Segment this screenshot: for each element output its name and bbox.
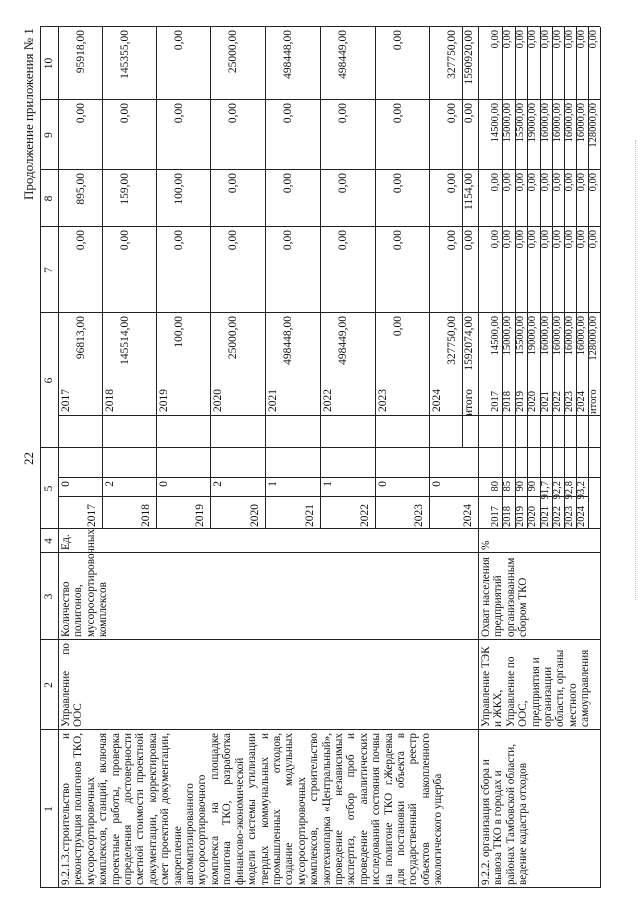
amount-c7: 0,00 bbox=[490, 230, 501, 249]
total-c7-row1: 0,00 bbox=[463, 230, 475, 251]
amount-c9: 14500,00 bbox=[490, 103, 501, 143]
target-year: 2022 bbox=[359, 504, 371, 527]
total-c10-row2: 0,00 bbox=[588, 30, 599, 49]
scan-margin bbox=[629, 140, 636, 600]
total-amount: 16000,00 bbox=[552, 316, 563, 356]
amount-c8: 0,00 bbox=[227, 173, 239, 194]
target-year: 2017 bbox=[86, 504, 98, 527]
row-rule bbox=[40, 27, 41, 888]
amount-c10: 25000,00 bbox=[227, 30, 239, 74]
target-value: 1 bbox=[322, 481, 334, 487]
unit-row1: Ед. bbox=[60, 534, 72, 550]
header-col-6: 6 bbox=[43, 377, 55, 384]
fin-year: 2024 bbox=[431, 389, 443, 412]
target-value: 2 bbox=[212, 481, 224, 487]
fin-year: 2021 bbox=[540, 391, 551, 412]
total-amount: 15000,00 bbox=[502, 316, 513, 356]
amount-c7: 0,00 bbox=[392, 230, 404, 251]
amount-c8: 0,00 bbox=[515, 173, 526, 192]
amount-c9: 15500,00 bbox=[515, 103, 526, 143]
indicator-row1: Количество полигонов, мусоросортировочных комплексов bbox=[60, 528, 110, 637]
target-value: 90 bbox=[515, 481, 526, 492]
row-rule bbox=[375, 27, 376, 529]
amount-c8: 0,00 bbox=[564, 173, 575, 192]
amount-c9: 0,00 bbox=[282, 103, 294, 124]
row-rule bbox=[58, 27, 59, 888]
amount-c10: 0,00 bbox=[490, 30, 501, 49]
amount-c7: 0,00 bbox=[515, 230, 526, 249]
fin-year: 2018 bbox=[104, 389, 116, 412]
row-rule bbox=[265, 27, 266, 529]
target-year: 2023 bbox=[413, 504, 425, 527]
target-year: 2019 bbox=[515, 506, 526, 527]
total-label-row2: итого bbox=[588, 389, 599, 414]
target-year: 2020 bbox=[249, 504, 261, 527]
col-rule bbox=[58, 496, 102, 497]
amount-c10: 327750,00 bbox=[446, 30, 458, 79]
fin-year: 2024 bbox=[576, 391, 587, 412]
amount-c8: 0,00 bbox=[576, 173, 587, 192]
amount-c8: 0,00 bbox=[527, 173, 538, 192]
col-rule bbox=[40, 639, 600, 640]
amount-c9: 16000,00 bbox=[540, 103, 551, 143]
target-value: 92,2 bbox=[552, 481, 563, 500]
amount-c10: 0,00 bbox=[515, 30, 526, 49]
total-amount: 16000,00 bbox=[564, 316, 575, 356]
amount-c8: 0,00 bbox=[446, 173, 458, 194]
amount-c8: 0,00 bbox=[282, 173, 294, 194]
col-rule bbox=[265, 496, 320, 497]
amount-c7: 0,00 bbox=[527, 230, 538, 249]
amount-c9: 0,00 bbox=[75, 103, 87, 124]
target-year: 2022 bbox=[552, 506, 563, 527]
total-amount: 0,00 bbox=[392, 316, 404, 337]
fin-year: 2022 bbox=[322, 389, 334, 412]
amount-c7: 0,00 bbox=[446, 230, 458, 251]
fin-year: 2020 bbox=[527, 391, 538, 412]
target-value: 93,2 bbox=[576, 481, 587, 500]
amount-c10: 0,00 bbox=[502, 30, 513, 49]
target-year: 2023 bbox=[564, 506, 575, 527]
amount-c8: 159,00 bbox=[119, 173, 131, 205]
amount-c7: 0,00 bbox=[337, 230, 349, 251]
col-rule bbox=[102, 496, 156, 497]
fin-year: 2023 bbox=[377, 389, 389, 412]
amount-c7: 0,00 bbox=[540, 230, 551, 249]
amount-c8: 0,00 bbox=[392, 173, 404, 194]
amount-c10: 0,00 bbox=[564, 30, 575, 49]
amount-c7: 0,00 bbox=[564, 230, 575, 249]
total-amount: 15500,00 bbox=[515, 316, 526, 356]
row-rule bbox=[210, 27, 211, 529]
total-amount-row1: 1592074,00 bbox=[463, 316, 475, 371]
total-c9-row2: 128000,00 bbox=[588, 103, 599, 148]
amount-c10: 0,00 bbox=[576, 30, 587, 49]
measure-9-2-2: 9.2.2. организация сбора и вывоза ТКО в городах и районах Тамбовской области, ведение кадастра отходов bbox=[480, 744, 530, 885]
total-amount: 16000,00 bbox=[540, 316, 551, 356]
header-col-3: 3 bbox=[43, 593, 55, 600]
col-rule bbox=[58, 415, 478, 416]
total-c9-row1: 0,00 bbox=[463, 103, 475, 124]
total-amount: 498449,00 bbox=[337, 316, 349, 365]
target-value: 0 bbox=[377, 481, 389, 487]
target-value: 0 bbox=[60, 481, 72, 487]
total-amount: 498448,00 bbox=[282, 316, 294, 365]
target-value: 0 bbox=[158, 481, 170, 487]
amount-c10: 95918,00 bbox=[75, 30, 87, 74]
amount-c9: 0,00 bbox=[173, 103, 185, 124]
target-year: 2020 bbox=[527, 506, 538, 527]
unit-row2: % bbox=[480, 540, 492, 550]
target-year: 2024 bbox=[576, 506, 587, 527]
target-year: 2019 bbox=[194, 504, 206, 527]
amount-c10: 498449,00 bbox=[337, 30, 349, 79]
amount-c7: 0,00 bbox=[502, 230, 513, 249]
amount-c9: 0,00 bbox=[446, 103, 458, 124]
amount-c7: 0,00 bbox=[576, 230, 587, 249]
amount-c8: 0,00 bbox=[540, 173, 551, 192]
total-amount: 19000,00 bbox=[527, 316, 538, 356]
executor-row1: Управление по ООС bbox=[60, 643, 85, 727]
amount-c9: 16000,00 bbox=[576, 103, 587, 143]
amount-c8: 0,00 bbox=[337, 173, 349, 194]
amount-c9: 0,00 bbox=[392, 103, 404, 124]
row-rule bbox=[478, 27, 479, 448]
fin-year: 2020 bbox=[212, 389, 224, 412]
col-rule bbox=[478, 415, 600, 416]
amount-c8: 0,00 bbox=[502, 173, 513, 192]
row-rule bbox=[462, 27, 463, 448]
target-year: 2018 bbox=[140, 504, 152, 527]
col-rule bbox=[320, 496, 375, 497]
total-c8-row1: 1154,00 bbox=[463, 173, 475, 210]
amount-c7: 0,00 bbox=[119, 230, 131, 251]
amount-c9: 16000,00 bbox=[564, 103, 575, 143]
fin-year: 2021 bbox=[267, 389, 279, 412]
amount-c10: 0,00 bbox=[392, 30, 404, 51]
amount-c10: 0,00 bbox=[527, 30, 538, 49]
header-col-1: 1 bbox=[43, 806, 55, 812]
row-rule bbox=[320, 27, 321, 529]
col-rule bbox=[156, 496, 210, 497]
target-value: 80 bbox=[490, 481, 501, 492]
row-rule bbox=[156, 27, 157, 529]
header-col-9: 9 bbox=[43, 132, 55, 138]
executor-row2: Управление ТЭК и ЖКХ, Управление по ООС, предприятия и организации области, органы местного самоуправления bbox=[480, 646, 592, 727]
fin-year: 2022 bbox=[552, 391, 563, 412]
total-amount: 25000,00 bbox=[227, 316, 239, 360]
col-rule bbox=[40, 552, 600, 553]
target-year: 2024 bbox=[462, 504, 474, 527]
col-rule bbox=[40, 887, 600, 888]
col-rule bbox=[429, 496, 478, 497]
row-rule bbox=[600, 27, 601, 888]
target-value: 91,7 bbox=[540, 481, 551, 500]
fin-year: 2018 bbox=[502, 391, 513, 412]
header-col-5: 5 bbox=[43, 485, 55, 492]
header-col-2: 2 bbox=[43, 682, 55, 688]
target-year: 2021 bbox=[540, 506, 551, 527]
total-c7-row2: 0,00 bbox=[588, 230, 599, 249]
amount-c9: 0,00 bbox=[337, 103, 349, 124]
page-number: 22 bbox=[21, 452, 36, 465]
target-year: 2017 bbox=[490, 506, 501, 527]
amount-c8: 0,00 bbox=[552, 173, 563, 192]
target-value: 90 bbox=[527, 481, 538, 492]
amount-c8: 100,00 bbox=[173, 173, 185, 205]
amount-c7: 0,00 bbox=[75, 230, 87, 251]
row-rule bbox=[429, 27, 430, 529]
total-amount: 145514,00 bbox=[119, 316, 131, 365]
amount-c8: 0,00 bbox=[490, 173, 501, 192]
col-rule bbox=[40, 729, 600, 730]
target-value: 1 bbox=[267, 481, 279, 487]
amount-c10: 0,00 bbox=[552, 30, 563, 49]
rotated-page bbox=[18, 15, 618, 890]
target-value: 0 bbox=[431, 481, 443, 487]
appendix-continuation: Продолжение приложения № 1 bbox=[21, 28, 36, 200]
amount-c9: 19000,00 bbox=[527, 103, 538, 143]
fin-year: 2017 bbox=[490, 391, 501, 412]
total-amount-row2: 128000,00 bbox=[588, 316, 599, 361]
total-amount: 16000,00 bbox=[576, 316, 587, 356]
indicator-row2: Охват населения предприятий организованным сбором ТКО bbox=[480, 557, 530, 637]
amount-c8: 895,00 bbox=[75, 173, 87, 205]
measure-9-2-1-3: 9.2.1.3.строительство и реконструкция полигонов ТКО, мусоросортировочных комплексов, станций, включая проектные работы, проверка определения достоверности сметной стоимости проектной документации, корректировка смет проектной документации, закрепление автоматизированного мусоросортировочного комплекса на площадке полигона ТКО, разработка финансово-экономической модели системы утилизации твердых коммунальных и промышленных отходов, создание модульных мусоросортировочных комплексов, строительство экотехнопарка «Центральный», проведение независимых экспертиз, отбор проб и проведение аналитических исследований состояния почвы на полигоне ТКО г.Жердевка для постановки объекта в государственный реестр объектов накопленного экологического ущерба bbox=[60, 733, 445, 885]
amount-c7: 0,00 bbox=[282, 230, 294, 251]
total-label-row1: итого bbox=[463, 389, 475, 416]
fin-year: 2017 bbox=[60, 389, 72, 412]
total-amount: 96813,00 bbox=[75, 316, 87, 360]
col-rule bbox=[58, 477, 600, 478]
amount-c7: 0,00 bbox=[227, 230, 239, 251]
amount-c9: 15000,00 bbox=[502, 103, 513, 143]
amount-c9: 0,00 bbox=[227, 103, 239, 124]
amount-c9: 0,00 bbox=[119, 103, 131, 124]
col-rule bbox=[478, 496, 588, 497]
fin-year: 2019 bbox=[515, 391, 526, 412]
total-c10-row1: 1590920,00 bbox=[463, 30, 475, 85]
total-amount: 100,00 bbox=[173, 316, 185, 348]
header-col-10: 10 bbox=[43, 57, 55, 70]
col-rule bbox=[375, 496, 429, 497]
header-col-7: 7 bbox=[43, 267, 55, 273]
target-year: 2021 bbox=[304, 504, 316, 527]
amount-c10: 0,00 bbox=[540, 30, 551, 49]
amount-c10: 145355,00 bbox=[119, 30, 131, 79]
row-rule bbox=[102, 27, 103, 529]
total-c8-row2: 0,00 bbox=[588, 173, 599, 192]
total-amount: 14500,00 bbox=[490, 316, 501, 356]
target-value: 85 bbox=[502, 481, 513, 492]
amount-c7: 0,00 bbox=[173, 230, 185, 251]
amount-c10: 0,00 bbox=[173, 30, 185, 51]
total-amount: 327750,00 bbox=[446, 316, 458, 365]
amount-c9: 16000,00 bbox=[552, 103, 563, 143]
target-year: 2018 bbox=[502, 506, 513, 527]
col-rule bbox=[210, 496, 265, 497]
target-value: 2 bbox=[104, 481, 116, 487]
amount-c10: 498448,00 bbox=[282, 30, 294, 79]
target-value: 92,8 bbox=[564, 481, 575, 500]
fin-year: 2023 bbox=[564, 391, 575, 412]
header-col-8: 8 bbox=[43, 195, 55, 202]
fin-year: 2019 bbox=[158, 389, 170, 412]
amount-c7: 0,00 bbox=[552, 230, 563, 249]
header-col-4: 4 bbox=[43, 538, 55, 544]
